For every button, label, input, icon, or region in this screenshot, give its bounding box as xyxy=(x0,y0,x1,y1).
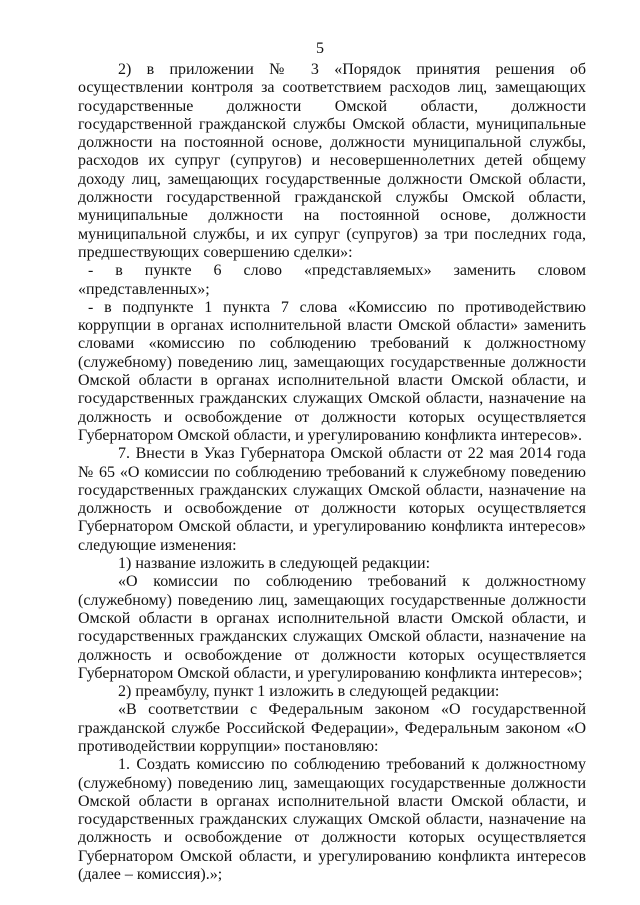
paragraph-title-change: 1) название изложить в следующей редакции: xyxy=(118,555,431,573)
document-body xyxy=(78,61,586,884)
paragraph-item-2: 2) в приложении № 3 «Порядок принятия решения об осуществлении контроля за соответствием расходов лиц, замещающих государственные должности Омской области, должности государственной гражданской службы Омской области, муниципальные должности на постоянной основе, должности муниципальной службы, расходов их супруг (супругов) и несовершеннолетних детей общему доходу лиц, замещающих государственные должности Омской области, должности государственной гражданской службы Омской области, муниципальные должности на постоянной основе, должности муниципальной службы, и их супруг (супругов) за три последних года, предшествующих совершению сделки»: xyxy=(78,61,586,261)
paragraph-preamble-change: 2) преамбулу, пункт 1 изложить в следующей редакции: xyxy=(118,683,500,701)
paragraph-new-preamble: «В соответствии с Федеральным законом «О государственной гражданской службе Российской Федерации», Федеральным законом «О противодействии коррупции» постановляю: xyxy=(78,701,586,755)
paragraph-item-7: 7. Внести в Указ Губернатора Омской области от 22 мая 2014 года № 65 «О комиссии по соблюдению требований к служебному поведению государственных гражданских служащих Омской области, назначение на должность и освобождение от должности которых осуществляется Губернатором Омской области, и урегулированию конфликта интересов» следующие изменения: xyxy=(78,445,586,554)
paragraph-subpoint-1-point-7-change: - в подпункте 1 пункта 7 слова «Комиссию по противодействию коррупции в органах исполнительной власти Омской области» заменить словами «комиссию по соблюдению требований к должностному (служебному) поведению лиц, замещающих государственные должности Омской области в органах исполнительной власти Омской области, и государственных гражданских служащих Омской области, назначение на должность и освобождение от должности которых осуществляется Губернатором Омской области, и урегулированию конфликта интересов». xyxy=(78,298,586,444)
paragraph-new-title: «О комиссии по соблюдению требований к должностному (служебному) поведению лиц, замещающих государственные должности Омской области в органах исполнительной власти Омской области, и государственных гражданских служащих Омской области, назначение на должность и освобождение от должности которых осуществляется Губернатором Омской области, и урегулированию конфликта интересов»; xyxy=(78,573,586,682)
paragraph-new-point-1: 1. Создать комиссию по соблюдению требований к должностному (служебному) поведению лиц, замещающих государственные должности Омской области в органах исполнительной власти Омской области, и государственных гражданских служащих Омской области, назначение на должность и освобождение от должности которых осуществляется Губернатором Омской области, и урегулированию конфликта интересов (далее – комиссия).»; xyxy=(78,756,586,884)
page-number: 5 xyxy=(316,40,324,57)
paragraph-point-6-change: - в пункте 6 слово «представляемых» заменить словом «представленных»; xyxy=(78,262,586,298)
